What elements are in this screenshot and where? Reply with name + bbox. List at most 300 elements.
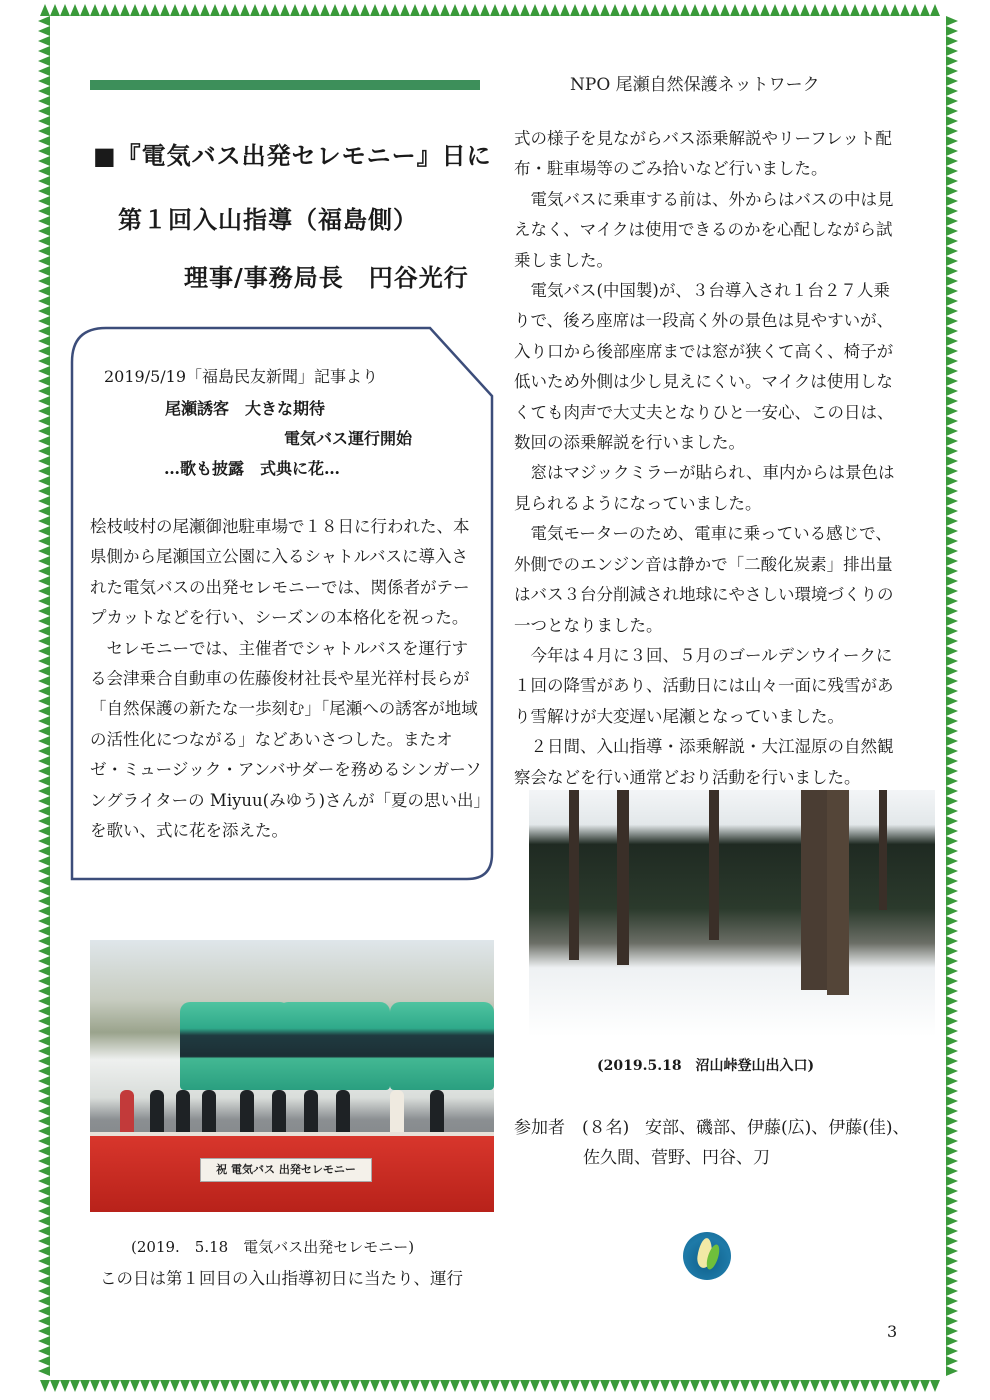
border-triangle — [946, 556, 958, 566]
border-triangle — [840, 4, 850, 16]
border-triangle — [790, 1380, 800, 1392]
border-triangle — [38, 1296, 50, 1306]
border-triangle — [160, 1380, 170, 1392]
border-triangle — [350, 4, 360, 16]
border-triangle — [38, 56, 50, 66]
border-triangle — [38, 216, 50, 226]
border-triangle — [38, 966, 50, 976]
border-triangle — [946, 256, 958, 266]
border-triangle — [946, 1066, 958, 1076]
border-triangle — [946, 16, 958, 26]
border-triangle — [870, 4, 880, 16]
border-triangle — [100, 4, 110, 16]
border-triangle — [520, 1380, 530, 1392]
border-triangle — [946, 166, 958, 176]
border-triangle — [38, 256, 50, 266]
border-triangle — [946, 116, 958, 126]
border-triangle — [440, 4, 450, 16]
ceremony-banner: 祝 電気バス 出発セレモニー — [200, 1158, 372, 1182]
article-title-line1: ■『電気バス出発セレモニー』日に — [93, 141, 492, 170]
border-triangle — [946, 286, 958, 296]
border-triangle — [740, 1380, 750, 1392]
border-triangle — [500, 1380, 510, 1392]
border-triangle — [946, 1026, 958, 1036]
border-triangle — [946, 406, 958, 416]
border-triangle — [390, 4, 400, 16]
border-triangle — [360, 1380, 370, 1392]
border-triangle — [360, 4, 370, 16]
border-triangle — [680, 1380, 690, 1392]
border-triangle — [946, 966, 958, 976]
border-triangle — [38, 196, 50, 206]
border-triangle — [480, 4, 490, 16]
border-triangle — [946, 1356, 958, 1366]
border-triangle — [780, 1380, 790, 1392]
tree-trunk — [569, 790, 579, 960]
border-triangle — [946, 36, 958, 46]
border-triangle — [38, 96, 50, 106]
border-triangle — [946, 486, 958, 496]
border-triangle — [660, 4, 670, 16]
border-triangle — [38, 1366, 50, 1376]
border-triangle — [38, 636, 50, 646]
border-triangle — [946, 1246, 958, 1256]
border-triangle — [38, 1276, 50, 1286]
border-triangle — [750, 4, 760, 16]
border-triangle — [38, 396, 50, 406]
page-border-right — [946, 16, 958, 1376]
border-triangle — [38, 866, 50, 876]
border-triangle — [946, 416, 958, 426]
border-triangle — [946, 696, 958, 706]
border-triangle — [946, 866, 958, 876]
border-triangle — [540, 4, 550, 16]
border-triangle — [720, 1380, 730, 1392]
border-triangle — [38, 856, 50, 866]
border-triangle — [946, 796, 958, 806]
news-headline-1: 尾瀬誘客 大きな期待 — [165, 399, 326, 418]
border-triangle — [38, 576, 50, 586]
border-triangle — [810, 1380, 820, 1392]
border-triangle — [946, 306, 958, 316]
border-triangle — [946, 246, 958, 256]
border-triangle — [946, 536, 958, 546]
border-triangle — [38, 946, 50, 956]
border-triangle — [710, 1380, 720, 1392]
border-triangle — [910, 1380, 920, 1392]
border-triangle — [38, 1336, 50, 1346]
border-triangle — [350, 1380, 360, 1392]
border-triangle — [38, 1356, 50, 1366]
border-triangle — [946, 1346, 958, 1356]
border-triangle — [946, 546, 958, 556]
border-triangle — [680, 4, 690, 16]
border-triangle — [38, 556, 50, 566]
border-triangle — [210, 4, 220, 16]
border-triangle — [946, 806, 958, 816]
border-triangle — [946, 1366, 958, 1376]
border-triangle — [38, 126, 50, 136]
border-triangle — [38, 1256, 50, 1266]
border-triangle — [38, 626, 50, 636]
border-triangle — [920, 1380, 930, 1392]
border-triangle — [946, 596, 958, 606]
border-triangle — [280, 4, 290, 16]
border-triangle — [946, 76, 958, 86]
border-triangle — [300, 4, 310, 16]
border-triangle — [946, 776, 958, 786]
border-triangle — [946, 996, 958, 1006]
border-triangle — [38, 976, 50, 986]
border-triangle — [38, 936, 50, 946]
border-triangle — [946, 936, 958, 946]
border-triangle — [480, 1380, 490, 1392]
border-triangle — [946, 706, 958, 716]
border-triangle — [38, 1046, 50, 1056]
border-triangle — [946, 66, 958, 76]
border-triangle — [38, 1316, 50, 1326]
border-triangle — [946, 1316, 958, 1326]
border-triangle — [800, 4, 810, 16]
border-triangle — [946, 686, 958, 696]
border-triangle — [910, 4, 920, 16]
right-paragraph: 電気モーターのため、電車に乗っている感じで、外側でのエンジン音は静かで「二酸化炭素」排出量はバス３台分削減され地球にやさしい環境づくりの一つとなりました。 — [514, 524, 894, 635]
border-triangle — [38, 816, 50, 826]
border-triangle — [190, 4, 200, 16]
border-triangle — [720, 4, 730, 16]
right-paragraph: 電気バス(中国製)が、３台導入され１台２７人乗りで、後ろ座席は一段高く外の景色は見やすいが、入り口から後部座席までは窓が狭くて高く、椅子が低いため外側は少し見えにくい。マイクは使用しなくても肉声で大丈夫となりひと一安心、この日は、数回の添乗解説を行いました。 — [514, 281, 894, 453]
border-triangle — [946, 386, 958, 396]
border-triangle — [946, 1166, 958, 1176]
border-triangle — [38, 306, 50, 316]
border-triangle — [240, 1380, 250, 1392]
border-triangle — [946, 1086, 958, 1096]
news-paragraph-1: 桧枝岐村の尾瀬御池駐車場で１８日に行われた、本県側から尾瀬国立公園に入るシャトルバスに導入された電気バスの出発セレモニーでは、関係者がテープカットなどを行い、シーズンの本格化を祝った。 — [90, 517, 470, 628]
border-triangle — [38, 1206, 50, 1216]
border-triangle — [210, 1380, 220, 1392]
border-triangle — [38, 456, 50, 466]
border-triangle — [946, 516, 958, 526]
border-triangle — [946, 1216, 958, 1226]
border-triangle — [830, 4, 840, 16]
border-triangle — [790, 4, 800, 16]
border-triangle — [946, 1326, 958, 1336]
border-triangle — [38, 876, 50, 886]
border-triangle — [640, 4, 650, 16]
border-triangle — [450, 1380, 460, 1392]
border-triangle — [38, 1346, 50, 1356]
border-triangle — [40, 1380, 50, 1392]
border-triangle — [38, 1086, 50, 1096]
border-triangle — [946, 656, 958, 666]
org-logo-icon — [683, 1232, 731, 1280]
news-paragraph-2: セレモニーでは、主催者でシャトルバスを運行する会津乗合自動車の佐藤俊材社長や星光祥村長らが「自然保護の新たな一歩刻む」「尾瀬への誘客が地域の活性化につながる」などあいさつした。またオゼ・ミュージック・アンバサダーを務めるシンガーソングライターの Miyuu(みゆう)さんが「夏の思い出」を歌い、式に花を添えた。 — [90, 638, 482, 841]
border-triangle — [90, 4, 100, 16]
border-triangle — [38, 596, 50, 606]
border-triangle — [560, 1380, 570, 1392]
border-triangle — [946, 726, 958, 736]
border-triangle — [38, 106, 50, 116]
border-triangle — [150, 4, 160, 16]
bus-graphic — [390, 1002, 494, 1090]
border-triangle — [490, 4, 500, 16]
border-triangle — [570, 4, 580, 16]
border-triangle — [860, 1380, 870, 1392]
border-triangle — [946, 1116, 958, 1126]
border-triangle — [38, 1106, 50, 1116]
border-triangle — [420, 1380, 430, 1392]
border-triangle — [38, 76, 50, 86]
border-triangle — [38, 286, 50, 296]
participants-names-1: 安部、磯部、伊藤(広)、伊藤(佳)、 — [645, 1118, 910, 1138]
border-triangle — [320, 1380, 330, 1392]
border-triangle — [38, 1136, 50, 1146]
border-triangle — [38, 796, 50, 806]
border-triangle — [880, 1380, 890, 1392]
border-triangle — [650, 1380, 660, 1392]
border-triangle — [70, 1380, 80, 1392]
border-triangle — [130, 4, 140, 16]
border-triangle — [946, 206, 958, 216]
border-triangle — [38, 486, 50, 496]
border-triangle — [38, 186, 50, 196]
border-triangle — [38, 336, 50, 346]
participants-label: 参加者 (８名) — [514, 1118, 630, 1138]
border-triangle — [530, 1380, 540, 1392]
border-triangle — [38, 116, 50, 126]
border-triangle — [38, 726, 50, 736]
border-triangle — [946, 436, 958, 446]
border-triangle — [946, 576, 958, 586]
border-triangle — [120, 1380, 130, 1392]
border-triangle — [38, 1196, 50, 1206]
border-triangle — [946, 356, 958, 366]
news-headline-2: 電気バス運行開始 — [284, 429, 413, 448]
border-triangle — [38, 436, 50, 446]
border-triangle — [946, 916, 958, 926]
border-triangle — [310, 1380, 320, 1392]
border-triangle — [840, 1380, 850, 1392]
border-triangle — [690, 4, 700, 16]
border-triangle — [946, 376, 958, 386]
border-triangle — [38, 666, 50, 676]
border-triangle — [38, 1176, 50, 1186]
border-triangle — [660, 1380, 670, 1392]
border-triangle — [38, 1246, 50, 1256]
border-triangle — [38, 836, 50, 846]
border-triangle — [70, 4, 80, 16]
border-triangle — [38, 806, 50, 816]
border-triangle — [946, 676, 958, 686]
border-triangle — [946, 1266, 958, 1276]
border-triangle — [250, 1380, 260, 1392]
border-triangle — [620, 1380, 630, 1392]
border-triangle — [946, 276, 958, 286]
border-triangle — [38, 916, 50, 926]
news-body — [90, 512, 482, 846]
border-triangle — [38, 376, 50, 386]
border-triangle — [38, 1146, 50, 1156]
article-author: 理事/事務局長 円谷光行 — [184, 263, 469, 292]
border-triangle — [946, 826, 958, 836]
border-triangle — [190, 1380, 200, 1392]
border-triangle — [890, 4, 900, 16]
border-triangle — [740, 4, 750, 16]
border-triangle — [946, 736, 958, 746]
border-triangle — [946, 296, 958, 306]
border-triangle — [946, 1146, 958, 1156]
border-triangle — [890, 1380, 900, 1392]
border-triangle — [38, 166, 50, 176]
border-triangle — [220, 1380, 230, 1392]
header-bar — [90, 80, 480, 90]
border-triangle — [38, 846, 50, 856]
border-triangle — [946, 1056, 958, 1066]
border-triangle — [38, 246, 50, 256]
border-triangle — [38, 1326, 50, 1336]
border-triangle — [946, 426, 958, 436]
border-triangle — [946, 236, 958, 246]
border-triangle — [946, 1336, 958, 1346]
border-triangle — [200, 4, 210, 16]
border-triangle — [38, 1116, 50, 1126]
right-paragraph: 窓はマジックミラーが貼られ、車内からは景色は見られるようになっていました。 — [514, 463, 895, 513]
border-triangle — [946, 1096, 958, 1106]
border-triangle — [310, 4, 320, 16]
border-triangle — [946, 566, 958, 576]
border-triangle — [946, 56, 958, 66]
border-triangle — [38, 896, 50, 906]
border-triangle — [946, 906, 958, 916]
border-triangle — [38, 696, 50, 706]
border-triangle — [180, 4, 190, 16]
border-triangle — [946, 1106, 958, 1116]
border-triangle — [260, 4, 270, 16]
border-triangle — [946, 946, 958, 956]
border-triangle — [180, 1380, 190, 1392]
border-triangle — [320, 4, 330, 16]
border-triangle — [946, 366, 958, 376]
news-source: 2019/5/19「福島民友新聞」記事より — [104, 367, 379, 386]
border-triangle — [946, 666, 958, 676]
border-triangle — [946, 26, 958, 36]
border-triangle — [946, 986, 958, 996]
border-triangle — [38, 1236, 50, 1246]
border-triangle — [38, 786, 50, 796]
border-triangle — [38, 1266, 50, 1276]
border-triangle — [946, 846, 958, 856]
border-triangle — [38, 996, 50, 1006]
border-triangle — [830, 1380, 840, 1392]
border-triangle — [946, 1046, 958, 1056]
border-triangle — [420, 4, 430, 16]
border-triangle — [140, 1380, 150, 1392]
border-triangle — [80, 1380, 90, 1392]
page-border-left — [38, 16, 50, 1376]
border-triangle — [38, 426, 50, 436]
border-triangle — [38, 1006, 50, 1016]
tree-trunk — [827, 790, 849, 995]
border-triangle — [946, 1076, 958, 1086]
border-triangle — [946, 156, 958, 166]
tree-trunk — [617, 790, 629, 965]
border-triangle — [540, 1380, 550, 1392]
border-triangle — [946, 226, 958, 236]
photo-trailhead — [529, 790, 935, 1037]
bus-graphic — [278, 1002, 390, 1090]
border-triangle — [38, 716, 50, 726]
border-triangle — [946, 176, 958, 186]
border-triangle — [38, 296, 50, 306]
border-triangle — [38, 386, 50, 396]
border-triangle — [38, 346, 50, 356]
border-triangle — [600, 4, 610, 16]
border-triangle — [370, 1380, 380, 1392]
border-triangle — [946, 456, 958, 466]
border-triangle — [38, 776, 50, 786]
border-triangle — [38, 606, 50, 616]
border-triangle — [510, 1380, 520, 1392]
border-triangle — [946, 1136, 958, 1146]
border-triangle — [460, 4, 470, 16]
border-triangle — [946, 346, 958, 356]
border-triangle — [38, 86, 50, 96]
border-triangle — [450, 4, 460, 16]
right-column-body — [514, 124, 906, 793]
border-triangle — [38, 416, 50, 426]
border-triangle — [38, 746, 50, 756]
border-triangle — [946, 1036, 958, 1046]
border-triangle — [946, 876, 958, 886]
border-triangle — [800, 1380, 810, 1392]
border-triangle — [550, 4, 560, 16]
border-triangle — [946, 746, 958, 756]
border-triangle — [946, 926, 958, 936]
border-triangle — [470, 4, 480, 16]
border-triangle — [38, 566, 50, 576]
border-triangle — [946, 626, 958, 636]
border-triangle — [38, 446, 50, 456]
border-triangle — [946, 816, 958, 826]
right-paragraph: 今年は４月に３回、５月のゴールデンウイークに１回の降雪があり、活動日には山々一面に残雪があり雪解けが大変遅い尾瀬となっていました。 — [514, 645, 894, 726]
border-triangle — [946, 896, 958, 906]
border-triangle — [410, 1380, 420, 1392]
border-triangle — [850, 1380, 860, 1392]
border-triangle — [38, 926, 50, 936]
border-triangle — [470, 1380, 480, 1392]
border-triangle — [38, 536, 50, 546]
border-triangle — [710, 4, 720, 16]
border-triangle — [38, 36, 50, 46]
border-triangle — [520, 4, 530, 16]
border-triangle — [946, 976, 958, 986]
border-triangle — [640, 1380, 650, 1392]
border-triangle — [770, 1380, 780, 1392]
border-triangle — [880, 4, 890, 16]
border-triangle — [38, 1126, 50, 1136]
border-triangle — [946, 1276, 958, 1286]
border-triangle — [946, 1006, 958, 1016]
border-triangle — [38, 1036, 50, 1046]
border-triangle — [38, 356, 50, 366]
border-triangle — [780, 4, 790, 16]
border-triangle — [38, 1216, 50, 1226]
border-triangle — [946, 636, 958, 646]
border-triangle — [946, 396, 958, 406]
border-triangle — [946, 766, 958, 776]
border-triangle — [530, 4, 540, 16]
border-triangle — [410, 4, 420, 16]
